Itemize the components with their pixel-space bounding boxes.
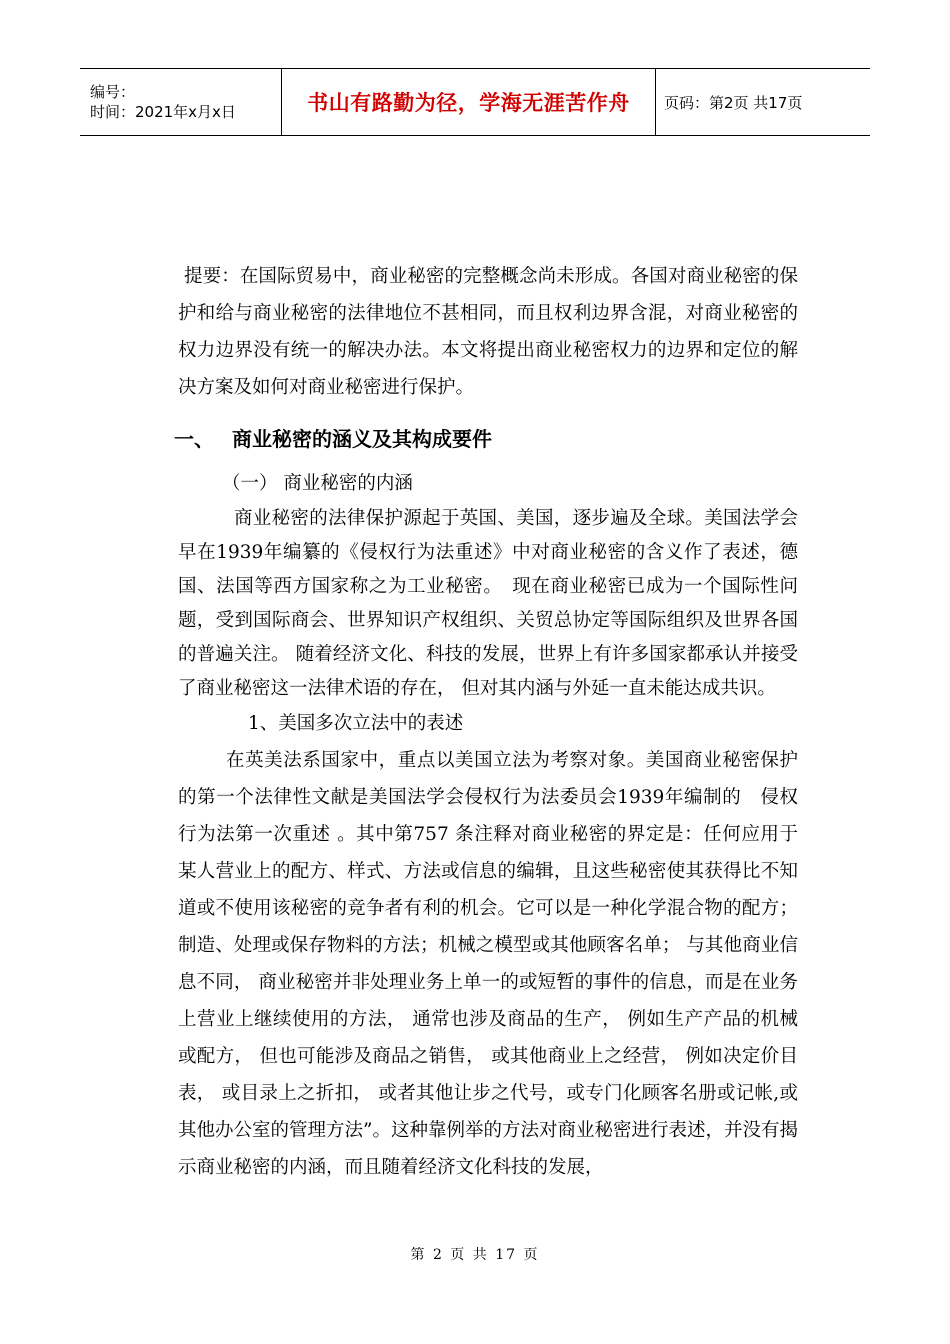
subsection-heading: （一） 商业秘密的内涵 xyxy=(222,473,413,494)
section-title: 商业秘密的涵义及其构成要件 xyxy=(232,427,492,451)
header-left-cell xyxy=(80,69,282,135)
motto: 书山有路勤为径，学海无涯苦作舟 xyxy=(307,91,630,115)
list-item-heading: 1、美国多次立法中的表述 xyxy=(248,713,464,734)
page-footer: 第 2 页 共 17 页 xyxy=(410,1247,540,1263)
document-body xyxy=(174,258,798,1186)
body-paragraph: 在英美法系国家中，重点以美国立法为考察对象。美国商业秘密保护的第一个法律性文献是美国法学会侵权行为法委员会1939年编制的 侵权行为法第一次重述 。其中第757 条注释对商业秘密的界定是：任何应用于某人营业上的配方、样式、方法或信息的编辑，且这些秘密使其获得比不知道或不使用该秘密的竞争者有利的机会。它可以是一种化学混合物的配方； 制造、处理或保存物料的方法；机械之模型或其他顾客名单； 与其他商业信息不同， 商业秘密并非处理业务上单一的或短暂的事件的信息，而是在业务上营业上继续使用的方法， 通常也涉及商品的生产， 例如生产产品的机械或配方， 但也可能涉及商品之销售， 或其他商业上之经营， 例如决定价目表， 或目录上之折扣， 或者其他让步之代号，或专门化顾客名册或记帐,或其他办公室的管理方法”。这种靠例举的方法对商业秘密进行表述，并没有揭示商业秘密的内涵，而且随着经济文化科技的发展， xyxy=(178,750,798,1178)
body-paragraph: 商业秘密的法律保护源起于英国、美国，逐步遍及全球。美国法学会早在1939年编纂的《侵权行为法重述》中对商业秘密的含义作了表述，德国、法国等西方国家称之为工业秘密。 现在商业秘密已成为一个国际性问题，受到国际商会、世界知识产权组织、关贸总协定等国际组织及世界各国的普遍关注。 随着经济文化、科技的发展，世界上有许多国家都承认并接受了商业秘密这一法律术语的存在， 但对其内涵与外延一直未能达成共识。 xyxy=(178,508,798,699)
abstract-paragraph: 提要：在国际贸易中，商业秘密的完整概念尚未形成。各国对商业秘密的保护和给与商业秘密的法律地位不甚相同，而且权利边界含混，对商业秘密的权力边界没有统一的解决办法。本文将提出商业秘密权力的边界和定位的解决方案及如何对商业秘密进行保护。 xyxy=(178,266,798,398)
date-label: 时间：2021年x月x日 xyxy=(90,103,236,121)
header-right-cell xyxy=(656,69,870,135)
header-middle-cell xyxy=(282,69,656,135)
page-info: 页码：第2页 共17页 xyxy=(664,93,803,112)
section-heading xyxy=(174,424,798,454)
page-header xyxy=(80,68,870,136)
section-number: 一、 xyxy=(174,427,214,451)
id-label: 编号： xyxy=(90,83,136,101)
